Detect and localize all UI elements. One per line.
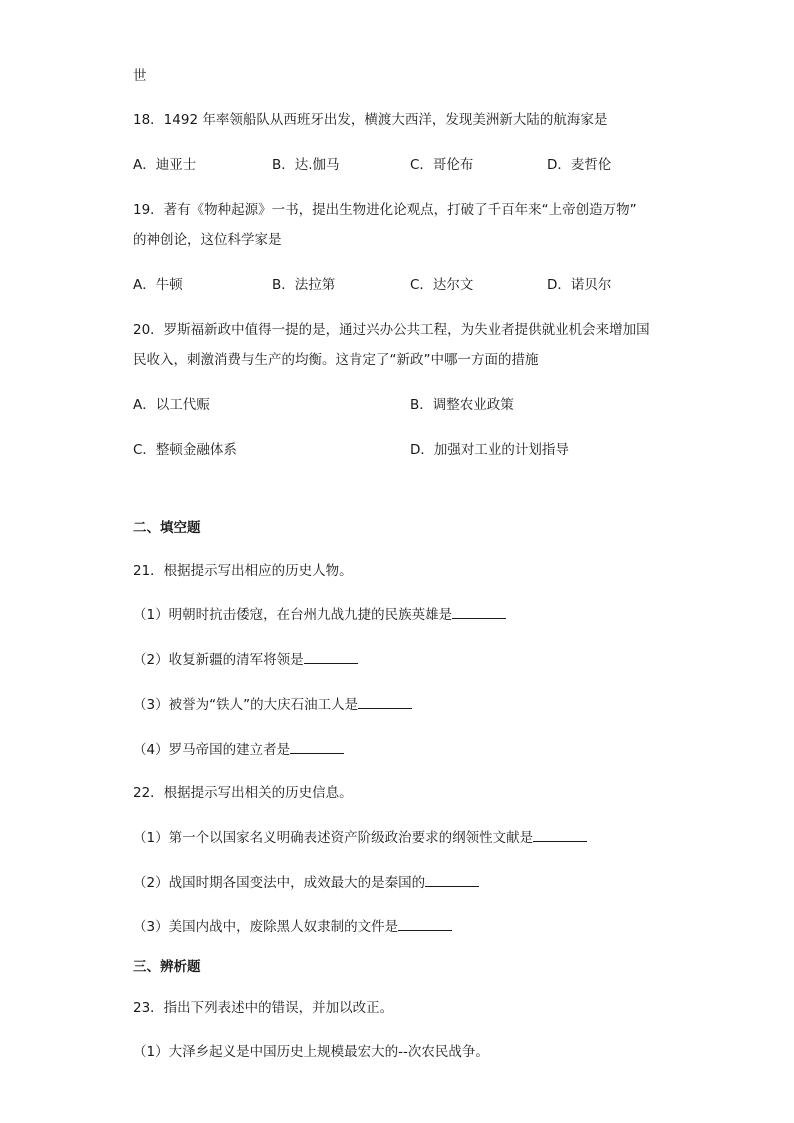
- top-fragment: 世: [133, 68, 147, 84]
- q19-option-a: A．牛顿: [133, 277, 183, 293]
- q19-option-b: B．法拉第: [272, 277, 336, 293]
- answer-blank[interactable]: [304, 649, 358, 664]
- q21-item-3: （3）被誉为“铁人”的大庆石油工人是: [133, 694, 412, 715]
- q21-item-2: （2）收复新疆的清军将领是: [133, 649, 358, 670]
- q18-option-b: B．达.伽马: [272, 157, 340, 173]
- q20-option-b: B．调整农业政策: [410, 397, 514, 413]
- answer-blank[interactable]: [358, 694, 412, 709]
- q22-item-1: （1）第一个以国家名义明确表述资产阶级政治要求的纲领性文献是: [133, 827, 587, 848]
- question-18-stem: 18．1492 年率领船队从西班牙出发，横渡大西洋，发现美洲新大陆的航海家是: [133, 112, 608, 128]
- question-22-stem: 22．根据提示写出相关的历史信息。: [133, 785, 353, 801]
- question-21-stem: 21．根据提示写出相应的历史人物。: [133, 563, 353, 579]
- answer-blank[interactable]: [398, 916, 452, 931]
- q19-option-d: D．诺贝尔: [547, 277, 612, 293]
- answer-blank[interactable]: [533, 827, 587, 842]
- question-19-stem-line2: 的神创论，这位科学家是: [133, 232, 282, 248]
- q18-option-d: D．麦哲伦: [547, 157, 612, 173]
- answer-blank[interactable]: [452, 604, 506, 619]
- q20-option-d: D．加强对工业的计划指导: [410, 442, 569, 458]
- q21-item-4: （4）罗马帝国的建立者是: [133, 739, 344, 760]
- q20-option-a: A．以工代赈: [133, 397, 210, 413]
- q21-item-1: （1）明朝时抗击倭寇，在台州九战九捷的民族英雄是: [133, 604, 506, 625]
- question-20-stem-line2: 民收入，刺激消费与生产的均衡。这肯定了“新政”中哪一方面的措施: [133, 352, 539, 368]
- q18-option-c: C．哥伦布: [410, 157, 474, 173]
- question-19-stem-line1: 19．著有《物种起源》一书，提出生物进化论观点，打破了千百年来“上帝创造万物”: [133, 202, 637, 218]
- q19-option-c: C．达尔文: [410, 277, 474, 293]
- q22-item-3: （3）美国内战中，废除黑人奴隶制的文件是: [133, 916, 452, 937]
- question-23-stem: 23．指出下列表述中的错误，并加以改正。: [133, 1000, 394, 1016]
- section-3-title: 三、辨析题: [133, 959, 201, 975]
- q18-option-a: A．迪亚士: [133, 157, 197, 173]
- question-20-stem-line1: 20．罗斯福新政中值得一提的是，通过兴办公共工程，为失业者提供就业机会来增加国: [133, 322, 650, 338]
- section-2-title: 二、填空题: [133, 520, 201, 536]
- q23-item-1: （1）大泽乡起义是中国历史上规模最宏大的--次农民战争。: [133, 1044, 489, 1060]
- answer-blank[interactable]: [425, 872, 479, 887]
- q20-option-c: C．整顿金融体系: [133, 442, 237, 458]
- q22-item-2: （2）战国时期各国变法中，成效最大的是秦国的: [133, 872, 479, 893]
- answer-blank[interactable]: [290, 739, 344, 754]
